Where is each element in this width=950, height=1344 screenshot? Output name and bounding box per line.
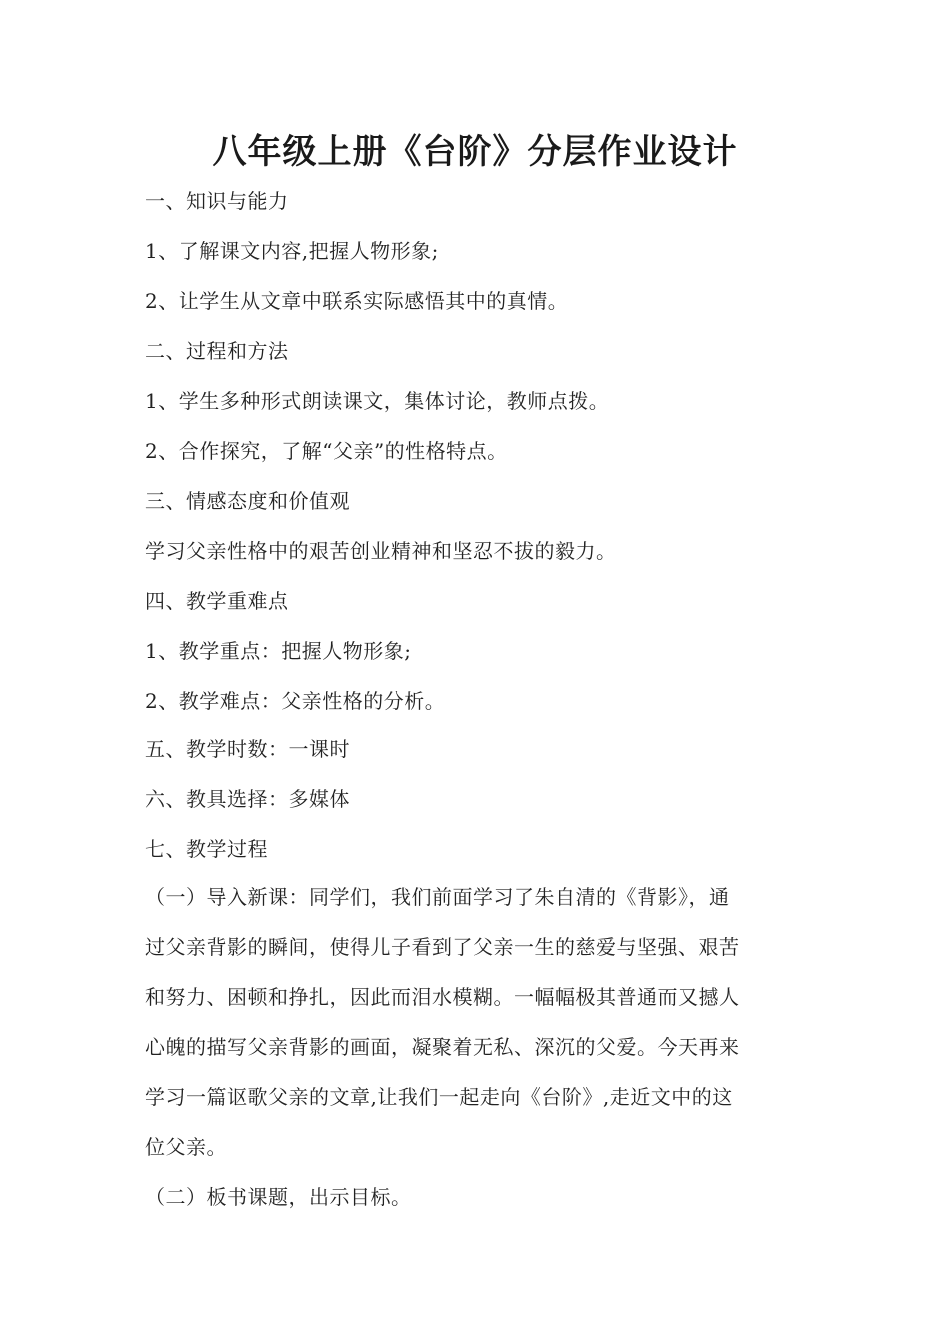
document-title: 八年级上册《台阶》分层作业设计: [212, 132, 738, 172]
heading-knowledge-ability: 一、知识与能力: [145, 189, 289, 213]
text-line: 1、学生多种形式朗读课文，集体讨论，教师点拨。: [145, 389, 610, 413]
heading-teaching-process: 七、教学过程: [145, 837, 268, 861]
text-line: （二）板书课题，出示目标。: [145, 1185, 412, 1209]
text-line: 学习父亲性格中的艰苦创业精神和坚忍不拔的毅力。: [145, 539, 617, 563]
heading-process-method: 二、过程和方法: [145, 339, 289, 363]
text-line: 2、让学生从文章中联系实际感悟其中的真情。: [145, 289, 569, 313]
paragraph-line: 过父亲背影的瞬间，使得儿子看到了父亲一生的慈爱与坚强、艰苦: [145, 935, 740, 959]
heading-class-hours: 五、教学时数：一课时: [145, 737, 350, 761]
text-line: 1、教学重点：把握人物形象;: [145, 639, 412, 663]
text-line: 1、了解课文内容,把握人物形象;: [145, 239, 439, 263]
intro-paragraph: [145, 872, 805, 1172]
paragraph-line: （一）导入新课：同学们，我们前面学习了朱自清的《背影》，通: [145, 885, 730, 909]
text-line: 2、合作探究，了解“父亲”的性格特点。: [145, 439, 508, 463]
paragraph-line: 学习一篇讴歌父亲的文章,让我们一起走向《台阶》,走近文中的这: [145, 1085, 733, 1109]
heading-key-difficult-points: 四、教学重难点: [145, 589, 289, 613]
text-line: 2、教学难点：父亲性格的分析。: [145, 689, 446, 713]
paragraph-line: 位父亲。: [145, 1135, 227, 1159]
paragraph-line: 和努力、困顿和挣扎，因此而泪水模糊。一幅幅极其普通而又撼人: [145, 985, 740, 1009]
heading-teaching-aids: 六、教具选择：多媒体: [145, 787, 350, 811]
paragraph-line: 心魄的描写父亲背影的画面，凝聚着无私、深沉的父爱。今天再来: [145, 1035, 740, 1059]
heading-emotion-values: 三、情感态度和价值观: [145, 489, 350, 513]
